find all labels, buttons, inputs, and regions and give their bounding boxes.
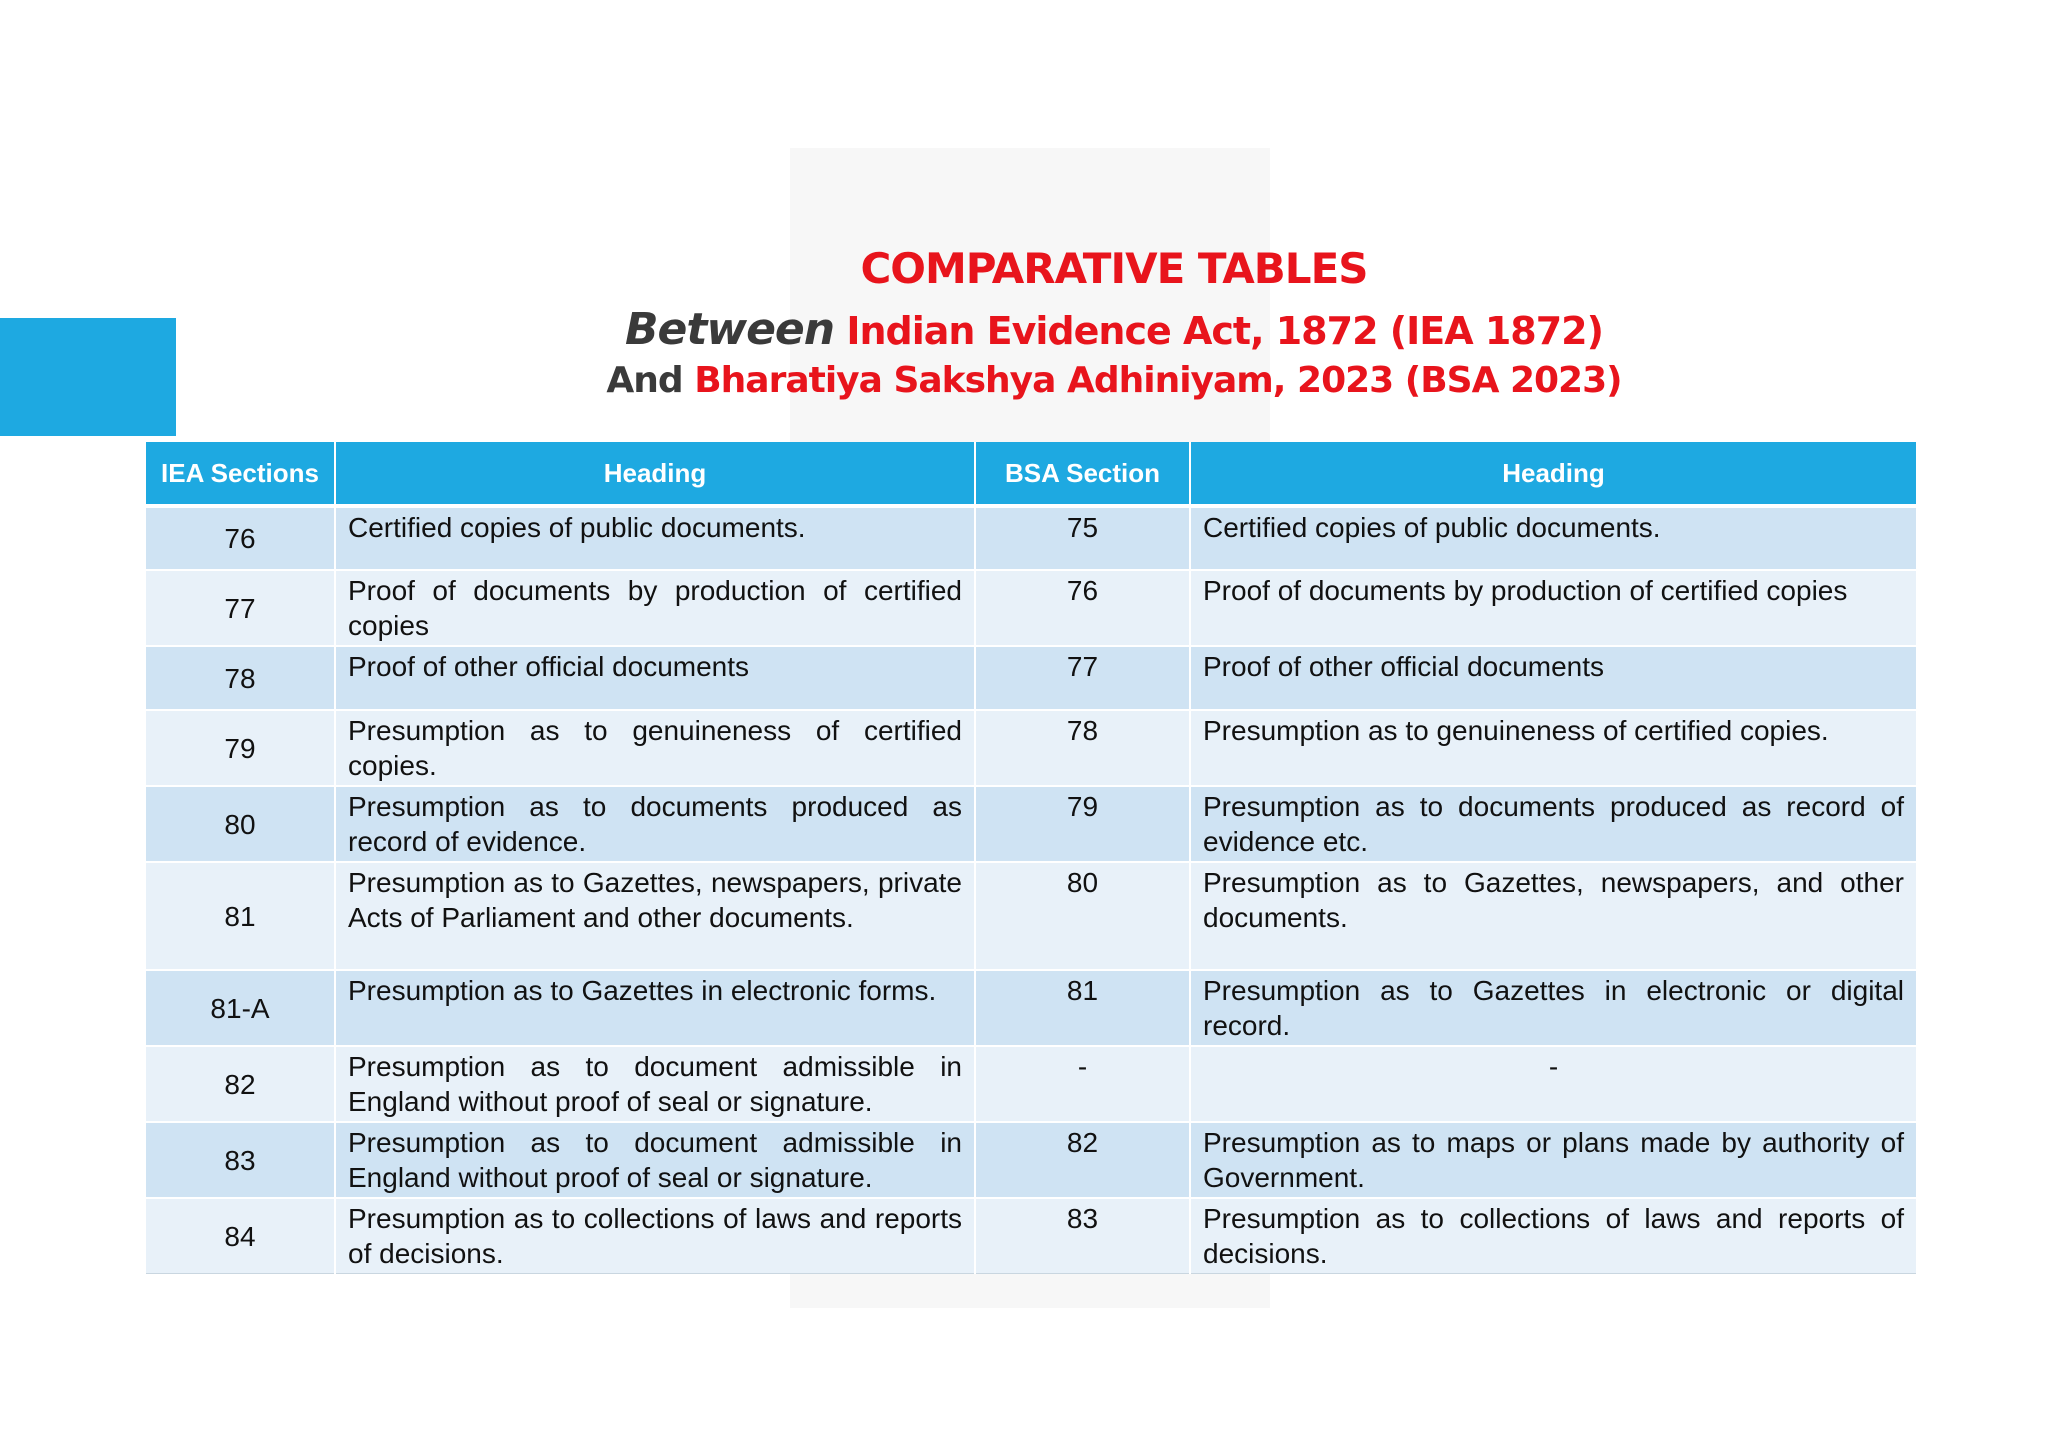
- bsa-heading-cell: Presumption as to maps or plans made by authority of Government.: [1190, 1122, 1916, 1198]
- comparison-table-container: [146, 442, 1916, 1274]
- title-and: And: [606, 360, 683, 401]
- header-bsa-section: BSA Section: [975, 442, 1190, 506]
- bsa-heading-cell: Proof of documents by production of certified copies: [1190, 570, 1916, 646]
- table-row: [146, 1046, 1916, 1122]
- bsa-heading-cell: Presumption as to Gazettes in electronic or digital record.: [1190, 970, 1916, 1046]
- iea-heading-cell: Presumption as to documents produced as record of evidence.: [335, 786, 975, 862]
- iea-heading-cell: Certified copies of public documents.: [335, 506, 975, 570]
- bsa-section-cell: 82: [975, 1122, 1190, 1198]
- iea-section-cell: 84: [146, 1198, 335, 1274]
- bsa-section-cell: 81: [975, 970, 1190, 1046]
- header-iea-heading: Heading: [335, 442, 975, 506]
- table-row: [146, 862, 1916, 970]
- page-title: COMPARATIVE TABLES: [860, 244, 1368, 293]
- iea-section-cell: 81: [146, 862, 335, 970]
- iea-section-cell: 79: [146, 710, 335, 786]
- comparison-table: [146, 442, 1916, 1274]
- table-row: [146, 646, 1916, 710]
- bsa-heading-cell: Certified copies of public documents.: [1190, 506, 1916, 570]
- iea-heading-cell: Presumption as to collections of laws and reports of decisions.: [335, 1198, 975, 1274]
- bsa-section-cell: 79: [975, 786, 1190, 862]
- bsa-section-cell: 76: [975, 570, 1190, 646]
- iea-section-cell: 81-A: [146, 970, 335, 1046]
- bsa-heading-cell: Presumption as to documents produced as record of evidence etc.: [1190, 786, 1916, 862]
- iea-section-cell: 76: [146, 506, 335, 570]
- table-row: [146, 506, 1916, 570]
- iea-heading-cell: Presumption as to genuineness of certified copies.: [335, 710, 975, 786]
- bsa-heading-cell: Presumption as to Gazettes, newspapers, and other documents.: [1190, 862, 1916, 970]
- iea-heading-cell: Presumption as to Gazettes in electronic forms.: [335, 970, 975, 1046]
- bsa-heading-cell: Proof of other official documents: [1190, 646, 1916, 710]
- table-row: [146, 710, 1916, 786]
- iea-heading-cell: Presumption as to Gazettes, newspapers, private Acts of Parliament and other documents.: [335, 862, 975, 970]
- header-bsa-heading: Heading: [1190, 442, 1916, 506]
- table-row: [146, 786, 1916, 862]
- iea-heading-cell: Presumption as to document admissible in England without proof of seal or signature.: [335, 1122, 975, 1198]
- title-between: Between: [625, 304, 835, 355]
- title-iea-name: Indian Evidence Act, 1872 (IEA 1872): [846, 309, 1603, 353]
- iea-heading-cell: Proof of other official documents: [335, 646, 975, 710]
- table-row: [146, 1198, 1916, 1274]
- bsa-heading-cell: Presumption as to collections of laws and reports of decisions.: [1190, 1198, 1916, 1274]
- title-line-bsa: [90, 360, 2048, 401]
- iea-section-cell: 80: [146, 786, 335, 862]
- bsa-heading-cell: -: [1190, 1046, 1916, 1122]
- bsa-section-cell: 80: [975, 862, 1190, 970]
- table-row: [146, 970, 1916, 1046]
- bsa-section-cell: 83: [975, 1198, 1190, 1274]
- iea-heading-cell: Proof of documents by production of certified copies: [335, 570, 975, 646]
- iea-section-cell: 77: [146, 570, 335, 646]
- table-row: [146, 1122, 1916, 1198]
- bsa-heading-cell: Presumption as to genuineness of certified copies.: [1190, 710, 1916, 786]
- bsa-section-cell: -: [975, 1046, 1190, 1122]
- table-row: [146, 570, 1916, 646]
- bsa-section-cell: 78: [975, 710, 1190, 786]
- bsa-section-cell: 77: [975, 646, 1190, 710]
- iea-heading-cell: Presumption as to document admissible in England without proof of seal or signature.: [335, 1046, 975, 1122]
- table-header-row: [146, 442, 1916, 506]
- iea-section-cell: 83: [146, 1122, 335, 1198]
- title-line-iea: [90, 304, 2048, 355]
- bsa-section-cell: 75: [975, 506, 1190, 570]
- header-iea-sections: IEA Sections: [146, 442, 335, 506]
- iea-section-cell: 78: [146, 646, 335, 710]
- title-bsa-name: Bharatiya Sakshya Adhiniyam, 2023 (BSA 2023): [694, 360, 1622, 401]
- iea-section-cell: 82: [146, 1046, 335, 1122]
